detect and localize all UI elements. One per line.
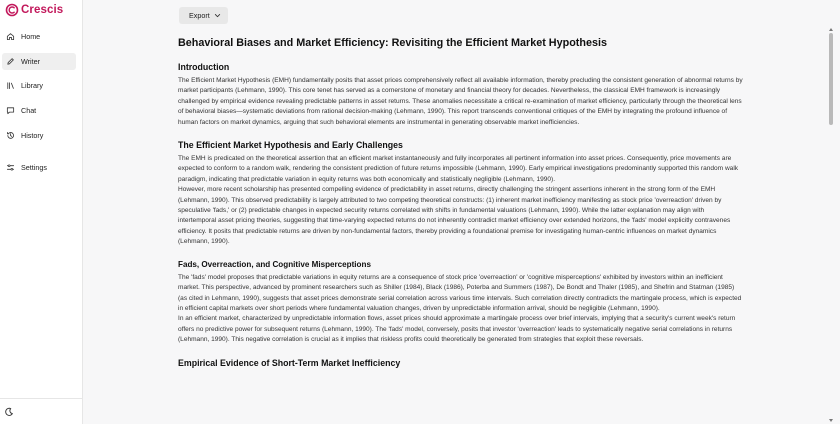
sidebar-item-label: Library: [21, 81, 43, 91]
sidebar-item-settings[interactable]: [2, 159, 76, 176]
pen-icon: [6, 57, 15, 66]
sidebar-item-label: Settings: [21, 163, 47, 172]
section-heading: Introduction: [178, 62, 230, 72]
scroll-up-arrow-icon[interactable]: [829, 28, 833, 31]
document-content[interactable]: [178, 36, 744, 424]
section-fads-overreaction: [178, 259, 744, 346]
sidebar-item-label: Chat: [21, 106, 37, 116]
brand-name: Crescis: [21, 4, 64, 16]
sidebar-item-label: Home: [21, 32, 41, 41]
scroll-down-arrow-icon[interactable]: [829, 419, 833, 422]
section-empirical-evidence: [178, 357, 744, 369]
sidebar-item-history[interactable]: [2, 127, 76, 144]
export-button[interactable]: [179, 7, 228, 24]
paragraph: The Efficient Market Hypothesis (EMH) fundamentally posits that asset prices comprehensively reflect all available information, thereby precluding the consistent generation of abnormal returns by market participants (Lehmann, 1990). This core tenet has served as a cornerstone of monetary and financial theory for decades. Nevertheless, the classical EMH framework is increasingly challenged by empirical evidence revealing predictable patterns in asset returns. These anomalies necessitate a critical re-examination of market efficiency, particularly through the theoretical lens of behavioral biases—systematic deviations from rational decision-making (Lehmann, 1990). This report transcends conventional critiques of the EMH by integrating the profound influence of human factors on market dynamics, arguing that such behavioral elements are instrumental in generating observable market inefficiencies.: [178, 77, 743, 126]
export-button-label: Export: [189, 11, 210, 20]
paragraph: However, more recent scholarship has presented compelling evidence of predictability in asset returns, directly challenging the stringent assertions inherent in the strong form of the EMH (Lehmann, 1990). This observed predictability is largely attributed to two competing theoretical constructs: (1) inherent market inefficiency manifesting as stock price 'overreaction' driven by speculative 'fads,' or (2) predictable changes in expected security returns correlated with shifts in fundamental valuations (Lehmann, 1990). While the latter explanation may align with intertemporal asset pricing theories, suggesting that time-varying expected returns do not inherently contradict market efficiency over extended horizons, the 'fads' model explicitly contravenes efficiency. It posits that predictable returns are driven by non-fundamental factors, thereby providing a foundational premise for investigating human-centric influences on market dynamics (Lehmann, 1990).: [178, 186, 731, 246]
section-introduction: [178, 61, 744, 128]
document-title: Behavioral Biases and Market Efficiency: Revisiting the Efficient Market Hypothesis: [178, 37, 608, 49]
section-emh-early-challenges: [178, 139, 744, 248]
brand-logo[interactable]: [5, 3, 63, 17]
sidebar-nav: [2, 28, 76, 172]
chat-icon: [6, 106, 15, 115]
home-icon: [6, 32, 15, 41]
moon-icon[interactable]: [4, 407, 14, 417]
library-icon: [6, 81, 15, 90]
chevron-down-icon: [214, 12, 221, 19]
subsection-heading: Fads, Overreaction, and Cognitive Misperceptions: [178, 259, 371, 269]
sidebar-item-chat[interactable]: [2, 102, 76, 119]
sidebar-footer: [0, 398, 83, 424]
paragraph: The EMH is predicated on the theoretical assertion that an efficient market instantaneously and fully incorporates all pertinent information into asset prices. Consequently, price movements are expected to conform to a random walk, rendering the consistent prediction of future returns impossible (Lehmann, 1990). Early empirical investigations predominantly supported this random walk paradigm, indicating that predictable variation in equity returns was both economically and statistically negligible (Lehmann, 1990).: [178, 155, 739, 183]
sidebar-item-home[interactable]: [2, 28, 76, 45]
sidebar-item-library[interactable]: [2, 77, 76, 94]
sidebar-item-label: History: [21, 130, 44, 140]
section-heading: The Efficient Market Hypothesis and Early Challenges: [178, 140, 403, 151]
scroll-thumb[interactable]: [829, 33, 833, 125]
section-heading: Empirical Evidence of Short-Term Market Inefficiency: [178, 357, 401, 368]
history-icon: [6, 131, 15, 140]
document-scrollbar[interactable]: [828, 28, 834, 424]
crescis-logo-icon: [5, 3, 19, 17]
settings-icon: [6, 163, 15, 172]
sidebar: [0, 0, 83, 424]
sidebar-item-label: Writer: [21, 56, 41, 66]
paragraph: The 'fads' model proposes that predictable variations in equity returns are a consequence of stock price 'overreaction' or 'cognitive misperceptions' exhibited by investors within an inefficient market. This perspective, advanced by prominent researchers such as Shiller (1984), Black (1986), Poterba and Summers (1987), De Bondt and Thaler (1985), and Shefrin and Statman (1985) (as cited in Lehmann, 1990), suggests that asset prices demonstrate serial correlation across various time intervals. Such correlation directly contradicts the martingale process, which is expected in efficient capital markets over short periods where fundamental valuation changes, driven by unpredictable information arrival, should be negligible (Lehmann, 1990).: [178, 273, 742, 312]
writer-main: [84, 0, 840, 424]
sidebar-item-writer[interactable]: [2, 53, 76, 70]
paragraph: In an efficient market, characterized by unpredictable information flows, asset prices should approximate a martingale process over brief intervals, implying that a security's current week's return offers no predictive power for subsequent returns (Lehmann, 1990). The 'fads' model, conversely, posits that investor 'overreaction' leads to systematically negative serial correlations in returns (Lehmann, 1990). This negative correlation is crucial as it implies that riskless profits could theoretically be generated from strategies that exploit these reversals.: [178, 315, 736, 344]
